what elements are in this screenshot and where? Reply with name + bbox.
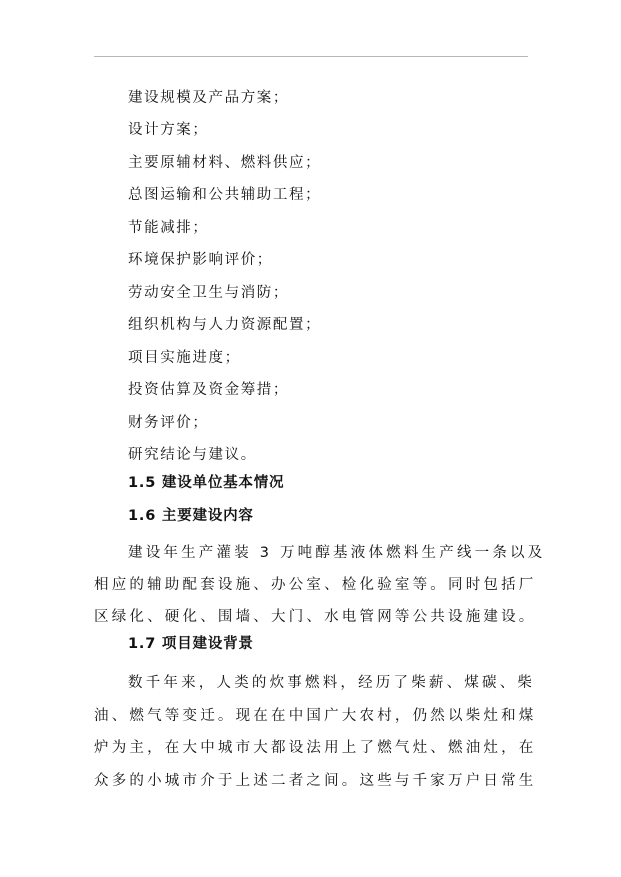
list-item: 投资估算及资金筹措； <box>128 382 289 398</box>
section-heading-1-5: 1.5 建设单位基本情况 <box>128 475 285 491</box>
paragraph-line: 炉为主，在大中城市大都设法用上了燃气灶、燃油灶，在 <box>94 740 537 756</box>
list-item: 组织机构与人力资源配置； <box>128 317 322 333</box>
list-item: 环境保护影响评价； <box>128 252 273 268</box>
list-item: 财务评价； <box>128 415 209 431</box>
paragraph-line: 相应的辅助配套设施、办公室、检化验室等。同时包括厂 <box>94 577 537 593</box>
paragraph-line: 油、燃气等变迁。现在在中国广大农村，仍然以柴灶和煤 <box>94 708 537 724</box>
list-item: 劳动安全卫生与消防； <box>128 285 289 301</box>
section-heading-1-7: 1.7 项目建设背景 <box>128 636 254 652</box>
list-item: 总图运输和公共辅助工程； <box>128 187 322 203</box>
list-item: 设计方案； <box>128 122 209 138</box>
list-item: 建设规模及产品方案； <box>128 90 289 106</box>
paragraph-line: 众多的小城市介于上述二者之间。这些与千家万户日常生 <box>94 773 537 789</box>
paragraph-line: 数千年来，人类的炊事燃料，经历了柴薪、煤碳、柴 <box>128 675 536 691</box>
header-rule <box>94 56 528 57</box>
list-item: 研究结论与建议。 <box>128 447 257 463</box>
list-item: 项目实施进度； <box>128 350 241 366</box>
list-item: 节能减排； <box>128 220 209 236</box>
paragraph-line: 建设年生产灌装 3 万吨醇基液体燃料生产线一条以及 <box>128 545 546 561</box>
list-item: 主要原辅材料、燃料供应； <box>128 155 322 171</box>
section-heading-1-6: 1.6 主要建设内容 <box>128 508 254 524</box>
paragraph-line: 区绿化、硬化、围墙、大门、水电管网等公共设施建设。 <box>94 609 537 625</box>
